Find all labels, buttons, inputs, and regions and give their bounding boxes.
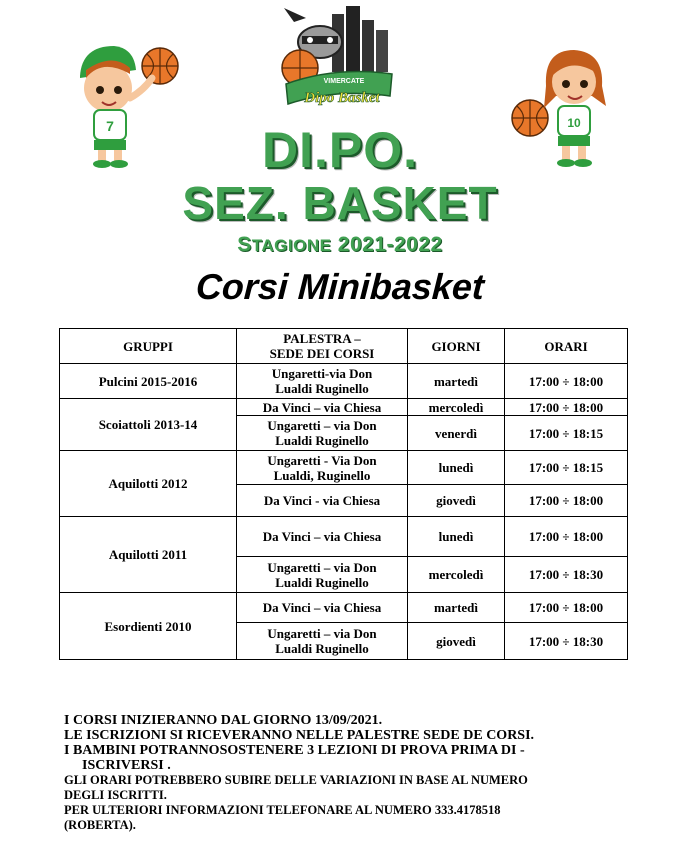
season-word-rest: TAGIONE [251,236,332,255]
gym-line1: Ungaretti-via Don [271,366,373,381]
day-cell: mercoledì [408,399,505,416]
logo-name-text: Dipo Basket [304,90,380,106]
note-contact-phone: PER ULTERIORI INFORMAZIONI TELEFONARE AL NUMERO 333.4178518 [64,803,501,817]
gym-line2: Lualdi Ruginello [275,433,369,448]
table-row [60,399,628,416]
gym-line1: Ungaretti - Via Don [267,452,377,468]
group-name: Aquilotti 2011 [60,517,237,593]
day-cell: giovedì [408,485,505,517]
day-cell: martedì [408,364,505,399]
table-row [60,593,628,623]
subtitle-corsi-minibasket: Corsi Minibasket [194,266,486,307]
header-gym-line1: PALESTRA – [283,331,361,346]
season-word-initial: S [237,233,252,256]
note-contact-name: (ROBERTA). [64,818,136,832]
time-cell: 17:00 ÷ 18:15 [505,416,628,451]
group-name: Scoiattoli 2013-14 [60,399,237,451]
table-row [60,364,628,399]
note-schedule-changes: GLI ORARI POTREBBERO SUBIRE DELLE VARIAZIONI IN BASE AL NUMERO [64,773,528,787]
gym-cell [237,364,408,399]
day-cell: martedì [408,593,505,623]
gym-line2: Lualdi Ruginello [275,641,369,656]
time-cell: 17:00 ÷ 18:00 [505,485,628,517]
group-name: Aquilotti 2012 [60,451,237,517]
gym-line2: Lualdi Ruginello [275,574,369,590]
table-header-row [60,329,628,364]
time-cell: 17:00 ÷ 18:00 [505,399,628,416]
gym-cell [237,416,408,451]
note-start-date: I CORSI INIZIERANNO DAL GIORNO 13/09/2021. [64,713,383,728]
time-cell: 17:00 ÷ 18:00 [505,517,628,557]
gym-cell [237,557,408,593]
header-times: ORARI [505,329,628,364]
gym-cell [237,451,408,485]
note-trial-lessons: I BAMBINI POTRANNOSOSTENERE 3 LEZIONI DI PROVA PRIMA DI - [64,743,525,758]
gym-cell: Da Vinci - via Chiesa [237,485,408,517]
gym-cell: Da Vinci – via Chiesa [237,517,408,557]
gym-cell: Da Vinci – via Chiesa [237,399,408,416]
note-schedule-changes-cont: DEGLI ISCRITTI. [64,788,167,802]
season-label [0,232,680,259]
time-cell: 17:00 ÷ 18:15 [505,451,628,485]
course-notes [64,713,654,833]
title-dipo: DI.PO. [261,122,419,178]
header-gym [237,329,408,364]
right-kid-jersey-number: 10 [567,116,581,130]
gym-line1: Ungaretti – via Don [267,418,377,433]
note-trial-lessons-cont: ISCRIVERSI . [82,758,171,773]
gym-line2: Lualdi, Ruginello [273,467,371,483]
header-gym-line2: SEDE DEI CORSI [269,346,375,361]
left-kid-jersey-number: 7 [106,118,114,134]
logo-city-text: VIMERCATE [323,78,365,85]
dipo-basket-logo [272,4,400,122]
header-days: GIORNI [408,329,505,364]
gym-line1: Ungaretti – via Don [267,626,377,641]
time-cell: 17:00 ÷ 18:00 [505,364,628,399]
table-row [60,517,628,557]
gym-cell [237,623,408,660]
day-cell: lunedì [408,517,505,557]
day-cell: giovedì [408,623,505,660]
season-years: 2021-2022 [337,233,443,256]
header-groups: GRUPPI [60,329,237,364]
time-cell: 17:00 ÷ 18:30 [505,557,628,593]
table-row [60,451,628,485]
time-cell: 17:00 ÷ 18:30 [505,623,628,660]
gym-line1: Ungaretti – via Don [267,559,377,575]
schedule-table [59,328,628,660]
time-cell: 17:00 ÷ 18:00 [505,593,628,623]
group-name: Esordienti 2010 [60,593,237,660]
day-cell: lunedì [408,451,505,485]
day-cell: venerdì [408,416,505,451]
gym-line2: Lualdi Ruginello [275,381,369,396]
group-name: Pulcini 2015-2016 [60,364,237,399]
title-sez-basket: SEZ. BASKET [182,177,498,229]
note-registration: LE ISCRIZIONI SI RICEVERANNO NELLE PALESTRE SEDE DE CORSI. [64,728,535,743]
gym-cell: Da Vinci – via Chiesa [237,593,408,623]
day-cell: mercoledì [408,557,505,593]
